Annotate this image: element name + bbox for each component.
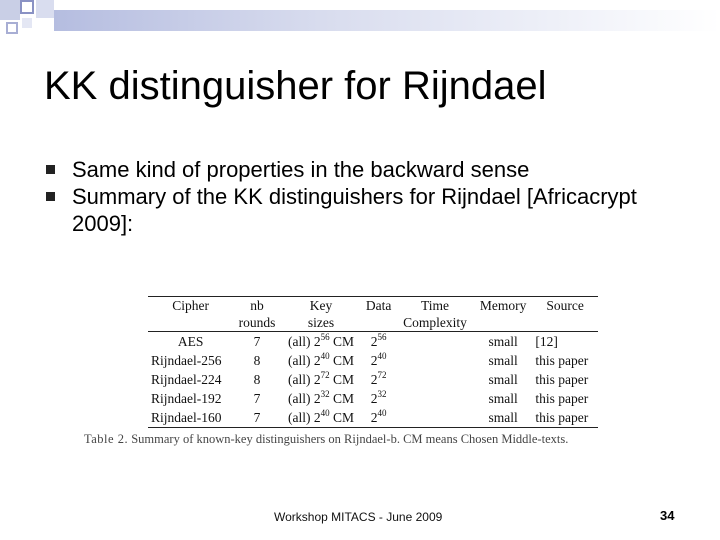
source-cell: this paper [535, 391, 589, 406]
time-base: 2 [370, 334, 378, 349]
data-unit: CM [332, 353, 354, 368]
decor-square [22, 18, 32, 28]
time-cell [361, 332, 396, 352]
header-decoration [0, 0, 720, 44]
data-base: 2 [313, 410, 321, 425]
data-base: 2 [313, 391, 321, 406]
header-cell: rounds [238, 315, 276, 330]
data-exponent: 72 [320, 370, 330, 380]
time-base: 2 [370, 372, 378, 387]
time-cell [361, 351, 396, 370]
header-cell: nb [250, 298, 264, 313]
results-table [148, 296, 598, 428]
rounds-cell: 7 [233, 332, 281, 352]
time-base: 2 [370, 391, 378, 406]
decor-square [20, 0, 34, 14]
caption-text: Summary of known-key distinguishers on Rijndael-b. CM means Chosen Middle-texts. [131, 432, 569, 446]
data-exponent: 40 [320, 351, 330, 361]
data-cell [281, 389, 361, 408]
header-cell: Data [365, 298, 392, 313]
time-exponent: 72 [377, 370, 387, 380]
data-base: 2 [313, 334, 321, 349]
cipher-cell: Rijndael-160 [148, 408, 233, 428]
time-exponent: 40 [377, 351, 387, 361]
time-cell [361, 370, 396, 389]
table-caption [84, 430, 669, 448]
data-exponent: 56 [320, 332, 330, 342]
table-row [148, 389, 598, 408]
slide-title: KK distinguisher for Rijndael [44, 64, 547, 108]
data-cell [281, 370, 361, 389]
header-cell: Source [546, 298, 584, 313]
source-cell: this paper [535, 353, 589, 368]
data-unit: CM [332, 334, 354, 349]
rounds-cell: 7 [253, 391, 261, 406]
data-exponent: 40 [320, 408, 330, 418]
data-base: 2 [313, 372, 321, 387]
memory-cell: small [488, 372, 518, 387]
rounds-cell: 8 [253, 353, 261, 368]
header-cell [474, 314, 532, 332]
rounds-cell: 7 [233, 408, 281, 428]
key-sizes-text: (all) [287, 334, 311, 349]
header-cell: Complexity [403, 315, 467, 330]
bullet-item [44, 156, 684, 183]
decor-gradient-bar [54, 10, 720, 31]
header-cell [361, 314, 396, 332]
header-cell: sizes [307, 315, 335, 330]
data-unit: CM [332, 372, 354, 387]
caption-label: Table 2. [84, 432, 129, 446]
bullet-list [44, 156, 684, 237]
memory-cell: small [474, 408, 532, 428]
key-sizes-text: (all) [287, 353, 311, 368]
table-row [148, 351, 598, 370]
source-cell: this paper [532, 408, 598, 428]
header-cell [532, 314, 598, 332]
decor-square [36, 0, 54, 18]
square-bullet-icon [46, 192, 55, 201]
cipher-cell: Rijndael-256 [151, 353, 222, 368]
bullet-text: Summary of the KK distinguishers for Rijndael [Africacrypt 2009]: [72, 184, 637, 236]
table-header-row [148, 297, 598, 315]
source-cell: this paper [535, 372, 589, 387]
time-exponent: 56 [377, 332, 387, 342]
decor-square [0, 0, 20, 20]
table-header-row [148, 314, 598, 332]
rounds-cell: 8 [253, 372, 261, 387]
data-unit: CM [332, 391, 354, 406]
memory-cell: small [488, 353, 518, 368]
cipher-cell: Rijndael-224 [151, 372, 222, 387]
cipher-cell: AES [148, 332, 233, 352]
table-row [148, 332, 598, 352]
header-cell: Memory [479, 298, 527, 313]
header-cell: Time [421, 298, 450, 313]
decor-square [6, 22, 18, 34]
source-cell: [12] [532, 332, 598, 352]
square-bullet-icon [46, 165, 55, 174]
data-unit: CM [332, 410, 354, 425]
data-cell [281, 408, 361, 428]
results-table-figure [148, 296, 598, 428]
time-base: 2 [370, 353, 378, 368]
memory-cell: small [474, 332, 532, 352]
time-exponent: 32 [377, 389, 387, 399]
bullet-item [44, 183, 684, 237]
bullet-text: Same kind of properties in the backward sense [72, 157, 530, 182]
key-sizes-text: (all) [287, 410, 311, 425]
key-sizes-text: (all) [287, 372, 311, 387]
data-base: 2 [313, 353, 321, 368]
time-cell [361, 389, 396, 408]
key-sizes-text: (all) [287, 391, 311, 406]
time-base: 2 [370, 410, 378, 425]
time-exponent: 40 [377, 408, 387, 418]
table-row [148, 370, 598, 389]
data-exponent: 32 [320, 389, 330, 399]
header-cell [148, 314, 233, 332]
page-number: 34 [660, 508, 675, 523]
slide-footer: Workshop MITACS - June 2009 [274, 510, 443, 524]
memory-cell: small [488, 391, 518, 406]
time-cell [361, 408, 396, 428]
header-cell: Cipher [172, 298, 209, 313]
data-cell [281, 351, 361, 370]
table-row [148, 408, 598, 428]
header-cell: Key [309, 298, 333, 313]
cipher-cell: Rijndael-192 [151, 391, 222, 406]
data-cell [281, 332, 361, 352]
